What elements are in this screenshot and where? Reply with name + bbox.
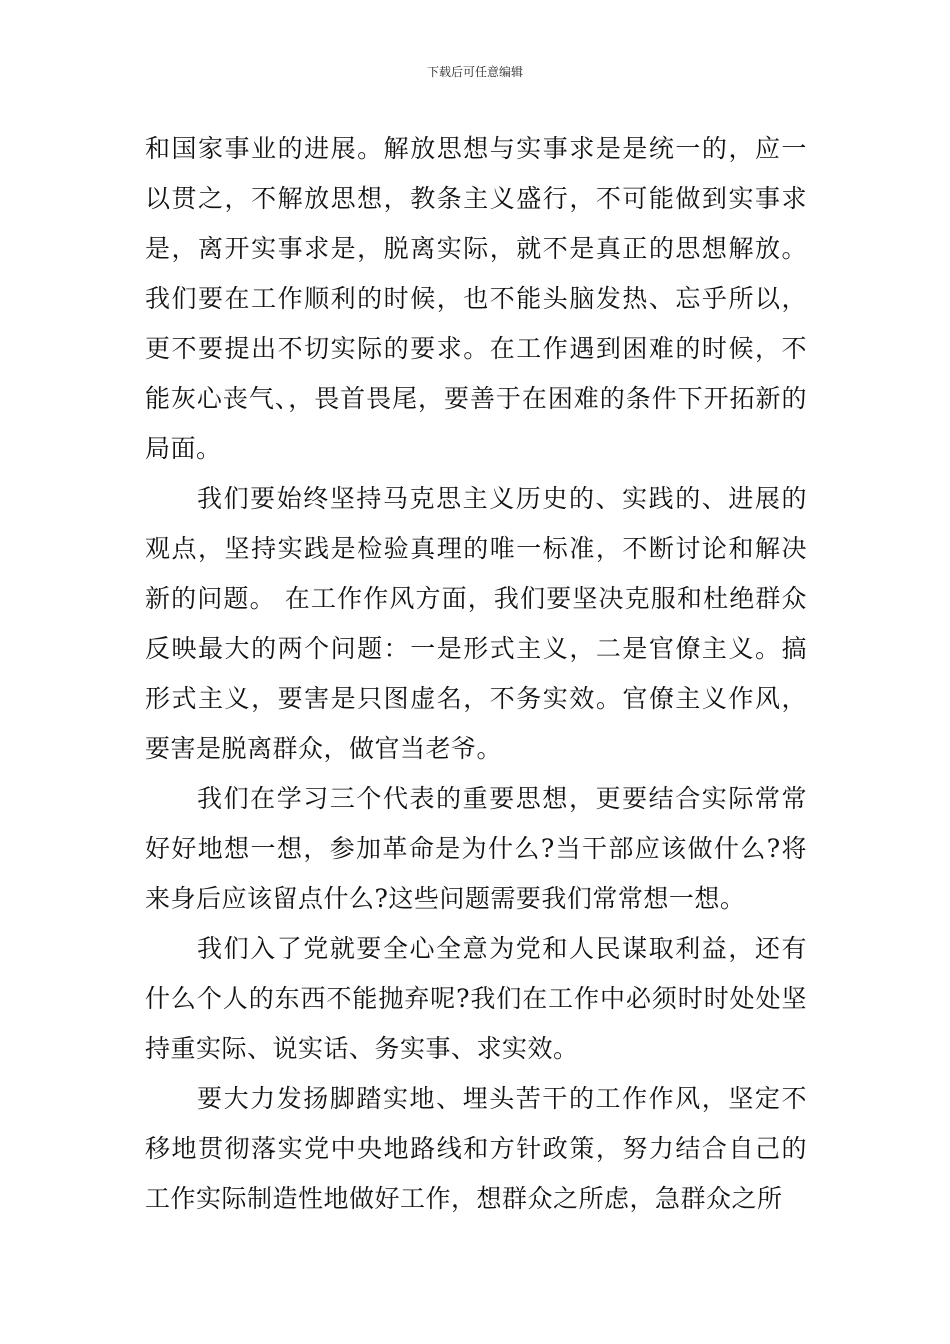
page-header: 下载后可任意编辑 bbox=[426, 65, 523, 79]
document-body bbox=[145, 124, 807, 1224]
paragraph-5: 要大力发扬脚踏实地、埋头苦干的工作作风，坚定不移地贯彻落实党中央地路线和方针政策，努力结合自己的工作实际制造性地做好工作，想群众之所虑，急群众之所 bbox=[145, 1084, 807, 1213]
paragraph-3: 我们在学习三个代表的重要思想，更要结合实际常常好好地想一想，参加革命是为什么?当干部应该做什么?将来身后应该留点什么?这些问题需要我们常常想一想。 bbox=[145, 784, 807, 913]
paragraph-2: 我们要始终坚持马克思主义历史的、实践的、进展的观点，坚持实践是检验真理的唯一标准，不断讨论和解决新的问题。 在工作作风方面，我们要坚决克服和杜绝群众反映最大的两个问题：一是形式主义，二是官僚主义。搞形式主义，要害是只图虚名，不务实效。官僚主义作风，要害是脱离群众，做官当老爷。 bbox=[145, 484, 807, 763]
paragraph-1: 和国家事业的进展。解放思想与实事求是是统一的，应一以贯之，不解放思想，教条主义盛行，不可能做到实事求是，离开实事求是，脱离实际，就不是真正的思想解放。我们要在工作顺利的时候，也不能头脑发热、忘乎所以，更不要提出不切实际的要求。在工作遇到困难的时候，不能灰心丧气、，畏首畏尾，要善于在困难的条件下开拓新的局面。 bbox=[145, 134, 807, 463]
paragraph-4: 我们入了党就要全心全意为党和人民谋取利益，还有什么个人的东西不能抛弃呢?我们在工作中必须时时处处坚持重实际、说实话、务实事、求实效。 bbox=[145, 934, 807, 1063]
